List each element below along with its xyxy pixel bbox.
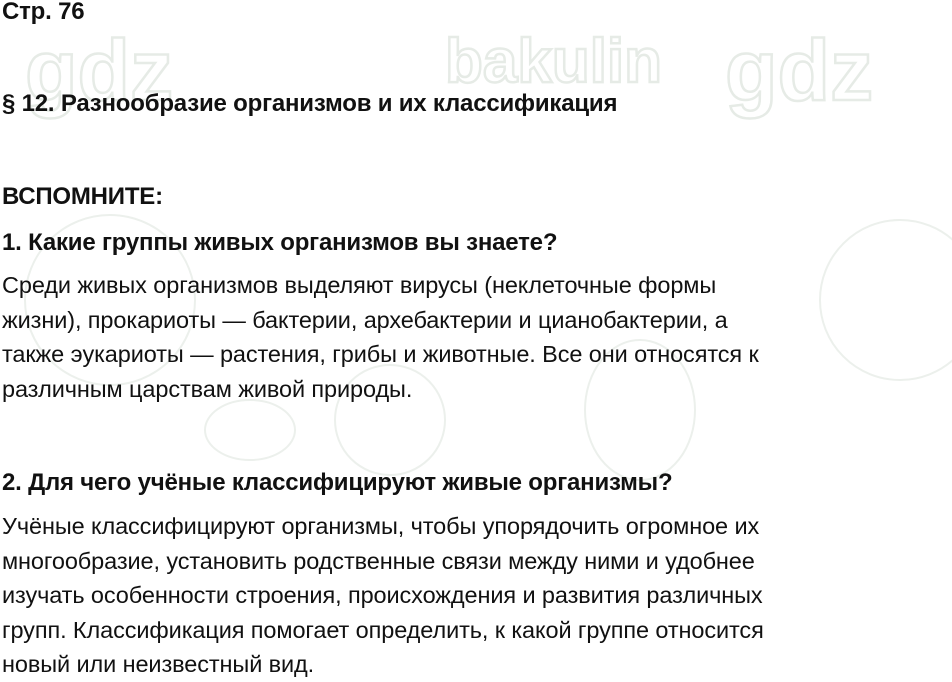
watermark-text-left: gdz: [25, 23, 174, 119]
section-title: § 12. Разнообразие организмов и их классификация: [2, 90, 618, 117]
remember-heading: ВСПОМНИТЕ:: [2, 183, 163, 210]
watermark-text-center: bakulin: [445, 27, 663, 96]
answer-1-line: также эукариоты — растения, грибы и животные. Все они относятся к: [2, 341, 759, 367]
answer-2-line: изучать особенности строения, происхождения и развития различных: [2, 582, 763, 608]
answer-1-line: жизни), прокариоты — бактерии, архебактерии и цианобактерии, а: [2, 306, 728, 333]
answer-2-line: многообразие, установить родственные связи между ними и удобнее: [2, 547, 755, 574]
answer-2-line: Учёные классифицируют организмы, чтобы упорядочить огромное их: [2, 513, 760, 539]
question-2: 2. Для чего учёные классифицируют живые организмы?: [2, 469, 673, 496]
answer-2-line: групп. Классификация помогает определить, к какой группе относится: [2, 616, 764, 643]
answer-1-line: Среди живых организмов выделяют вирусы (неклеточные формы: [2, 272, 717, 298]
answer-2-line: новый или неизвестный вид.: [2, 651, 315, 677]
page-label: Стр. 76: [2, 0, 85, 25]
answer-1-line: различным царствам живой природы.: [2, 375, 413, 402]
question-1: 1. Какие группы живых организмов вы знаете?: [2, 229, 558, 256]
watermark-text-right: gdz: [725, 23, 874, 119]
answer-2: [2, 509, 764, 682]
answer-1: [2, 268, 759, 406]
